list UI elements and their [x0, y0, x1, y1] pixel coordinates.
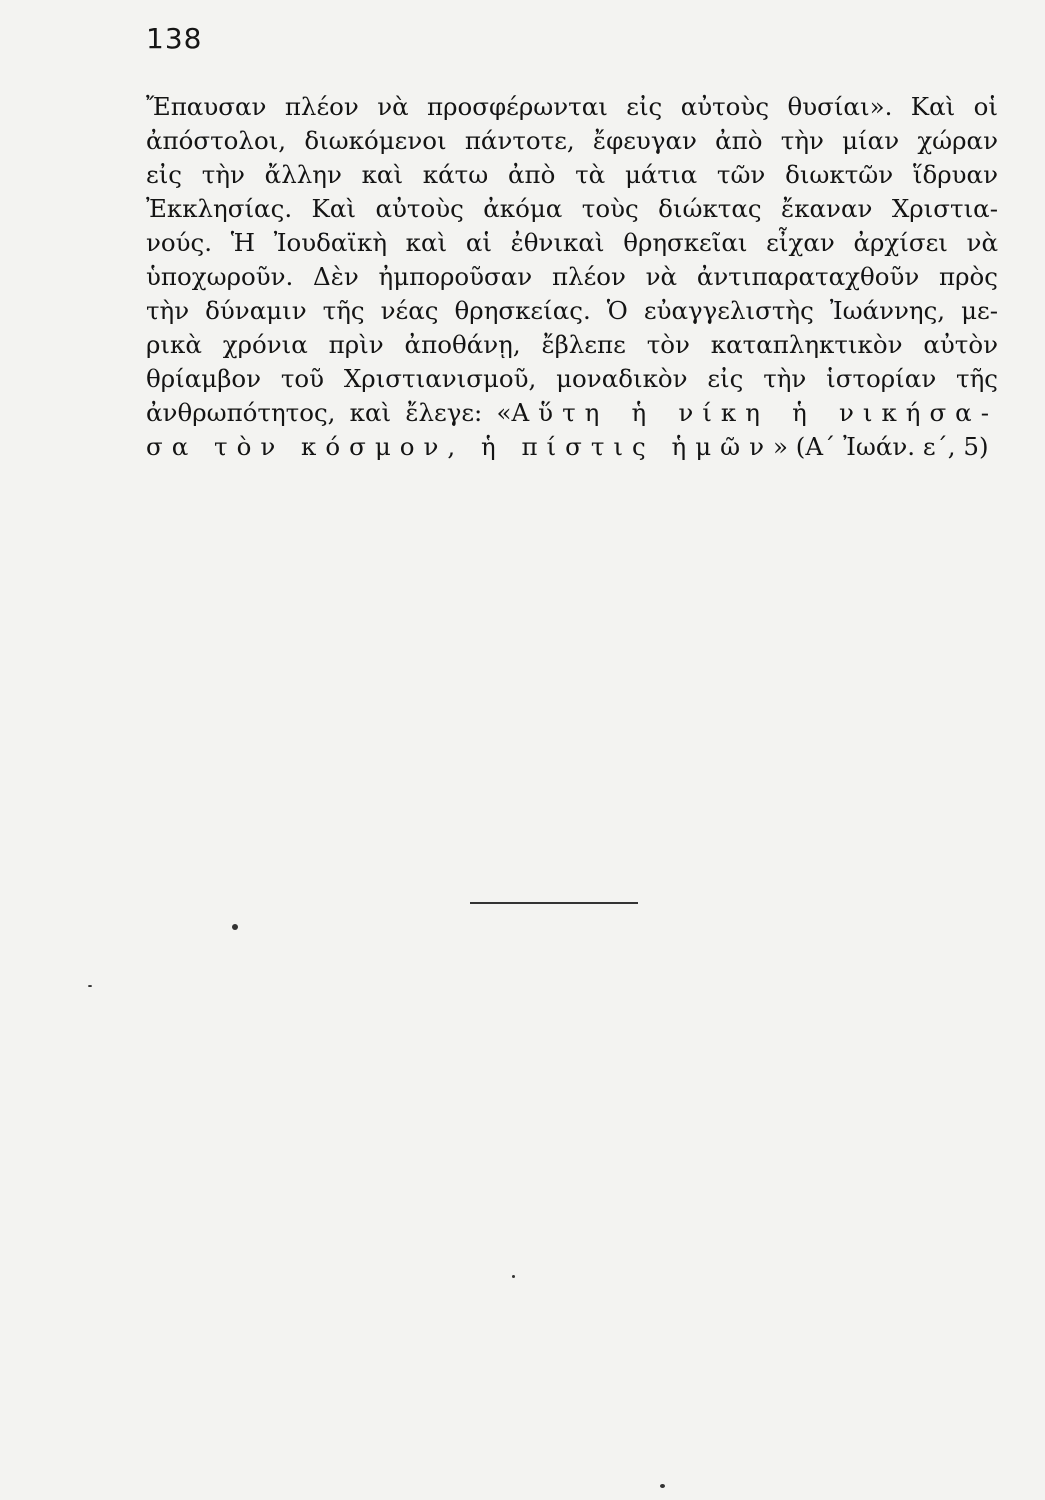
text-line	[146, 396, 998, 430]
text-line	[146, 430, 998, 464]
text-line: νούς. Ἡ Ἰουδαϊκὴ καὶ αἱ ἐθνικαὶ θρησκεῖαι εἶχαν ἀρχίσει νὰ	[146, 228, 998, 257]
emphasized-quote: σα τὸν κόσμον, ἡ πίστις ἡμῶν	[146, 432, 774, 461]
line-prefix: ἀνθρωπότητος, καὶ ἔλεγε: «	[146, 398, 512, 427]
text-line: ρικὰ χρόνια πρὶν ἀποθάνῃ, ἔβλεπε τὸν καταπληκτικὸν αὐτὸν	[146, 330, 998, 359]
section-divider	[470, 902, 638, 904]
print-speck	[88, 985, 92, 987]
text-line: Ἔπαυσαν πλέον νὰ προσφέρωνται εἰς αὐτοὺς θυσίαι». Καὶ οἱ	[146, 92, 998, 121]
print-speck	[660, 1484, 665, 1488]
text-line: Ἐκκλησίας. Καὶ αὐτοὺς ἀκόμα τοὺς διώκτας ἔκαναν Χριστια-	[146, 194, 998, 223]
text-line: εἰς τὴν ἄλλην καὶ κάτω ἀπὸ τὰ μάτια τῶν διωκτῶν ἵδρυαν	[146, 160, 998, 189]
page-number: 138	[146, 22, 203, 55]
citation: » (Α΄ Ἰωάν. ε΄, 5)	[773, 432, 989, 461]
emphasized-quote: Αὕτη ἡ νίκη ἡ νικήσα-	[511, 398, 998, 427]
body-text	[146, 90, 998, 464]
text-line: ὑποχωροῦν. Δὲν ἠμποροῦσαν πλέον νὰ ἀντιπαραταχθοῦν πρὸς	[146, 262, 998, 291]
print-speck	[512, 1275, 515, 1278]
text-line: θρίαμβον τοῦ Χριστιανισμοῦ, μοναδικὸν εἰς τὴν ἱστορίαν τῆς	[146, 364, 998, 393]
print-speck	[232, 924, 238, 930]
text-line: ἀπόστολοι, διωκόμενοι πάντοτε, ἔφευγαν ἀπὸ τὴν μίαν χώραν	[146, 126, 998, 155]
text-line: τὴν δύναμιν τῆς νέας θρησκείας. Ὁ εὐαγγελιστὴς Ἰωάννης, με-	[146, 296, 998, 325]
